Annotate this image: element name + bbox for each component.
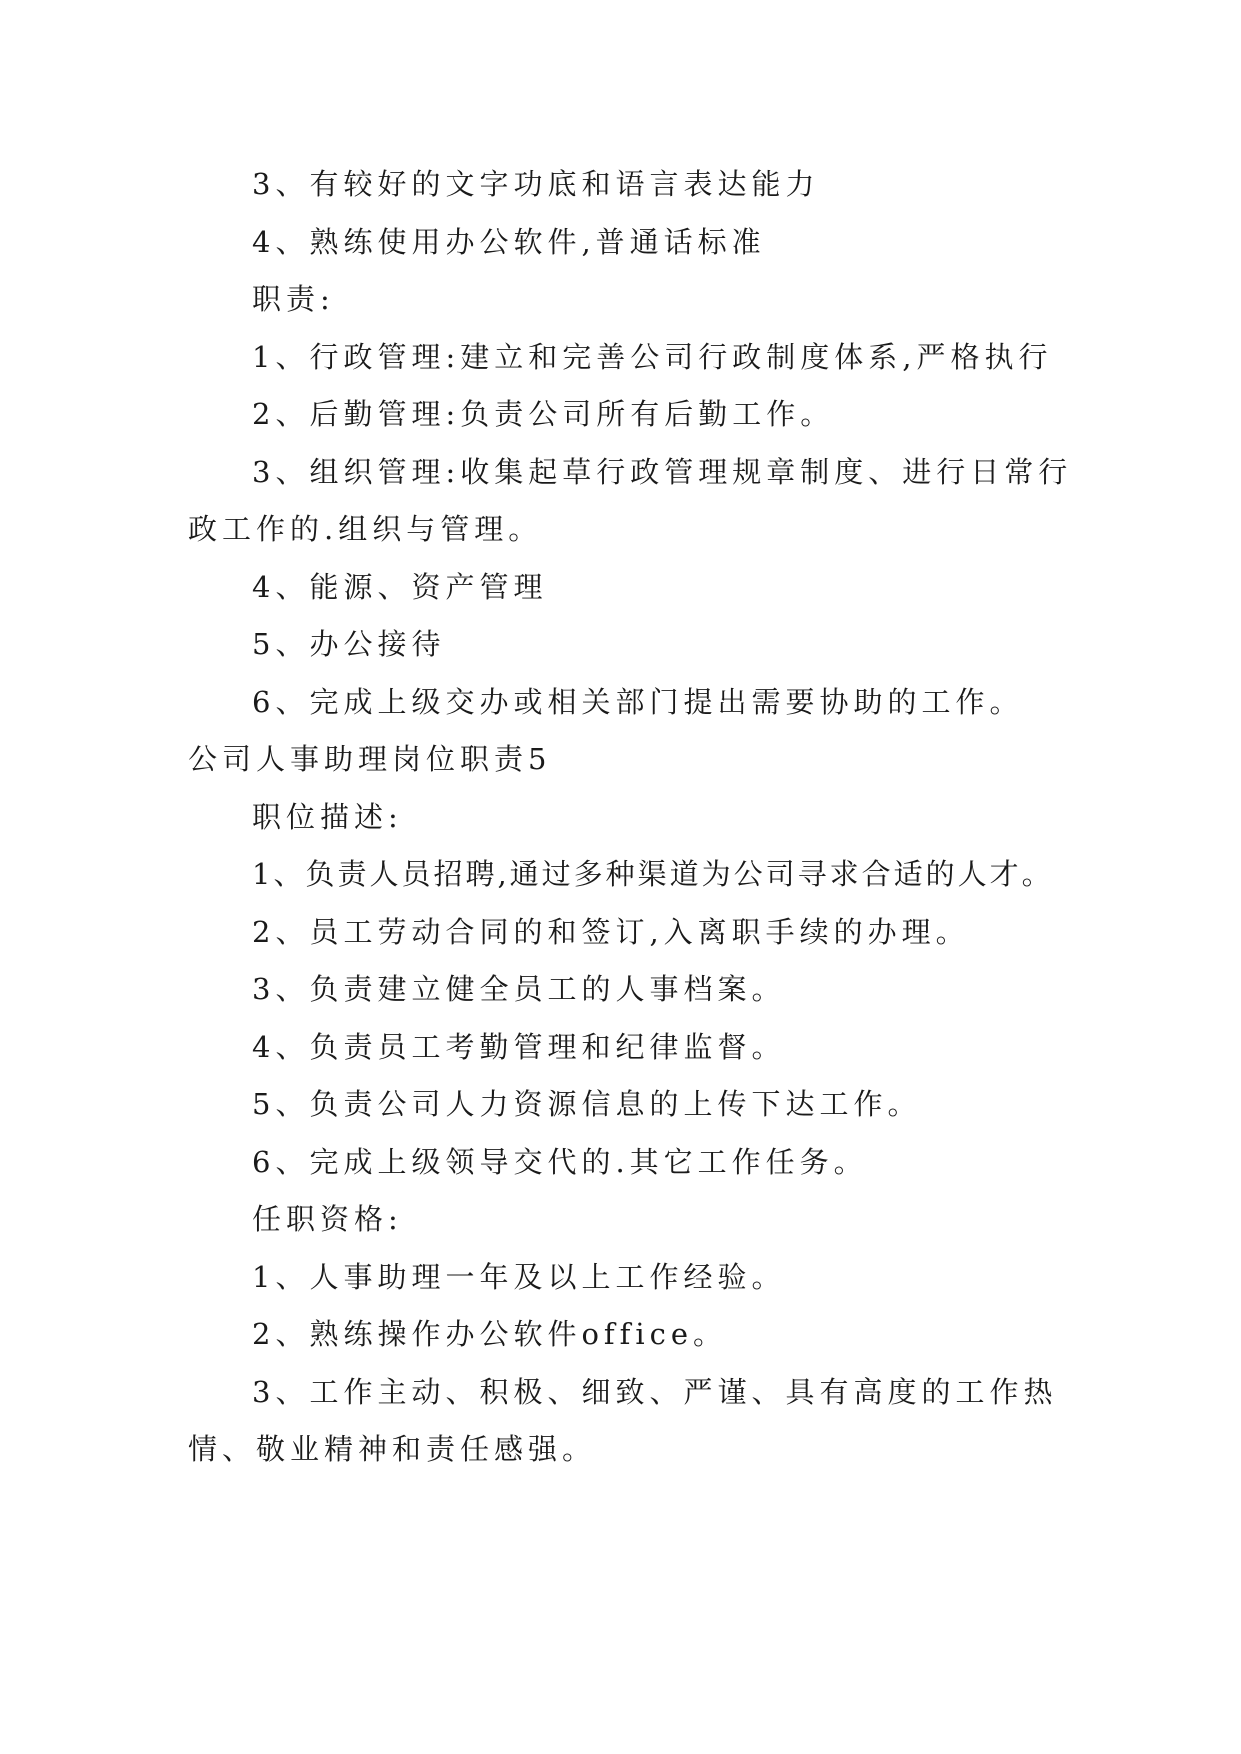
section-label-qualifications: 任职资格: [252, 1202, 403, 1236]
text-line: 4、负责员工考勤管理和纪律监督。 [252, 1029, 786, 1064]
text-line: 4、熟练使用办公软件,普通话标准 [252, 224, 766, 259]
text-line: 6、完成上级交办或相关部门提出需要协助的工作。 [252, 684, 1024, 719]
text-line: 3、有较好的文字功底和语言表达能力 [252, 167, 820, 201]
text-line: 1、行政管理:建立和完善公司行政制度体系,严格执行 [252, 339, 1053, 374]
text-line: 5、负责公司人力资源信息的上传下达工作。 [252, 1087, 922, 1121]
text-line: 2、后勤管理:负责公司所有后勤工作。 [252, 397, 835, 431]
text-line: 6、完成上级领导交代的.其它工作任务。 [252, 1144, 868, 1179]
text-line: 1、负责人员招聘,通过多种渠道为公司寻求合适的人才。 [252, 857, 1054, 891]
text-line: 2、熟练操作办公软件office。 [252, 1317, 728, 1351]
text-line: 3、负责建立健全员工的人事档案。 [252, 972, 786, 1006]
section-heading: 公司人事助理岗位职责5 [188, 742, 552, 776]
section-label-duties: 职责: [252, 282, 335, 316]
text-line-continuation: 政工作的.组织与管理。 [188, 512, 543, 546]
text-line: 5、办公接待 [252, 627, 446, 661]
text-line: 3、工作主动、积极、细致、严谨、具有高度的工作热 [252, 1374, 1058, 1409]
text-line: 1、人事助理一年及以上工作经验。 [252, 1259, 786, 1294]
section-label-description: 职位描述: [252, 799, 403, 834]
text-line: 3、组织管理:收集起草行政管理规章制度、进行日常行 [252, 454, 1073, 489]
text-line-continuation: 情、敬业精神和责任感强。 [188, 1432, 597, 1466]
text-line: 4、能源、资产管理 [252, 569, 548, 604]
text-line: 2、员工劳动合同的和签订,入离职手续的办理。 [252, 914, 970, 949]
document-body [188, 156, 1073, 1479]
